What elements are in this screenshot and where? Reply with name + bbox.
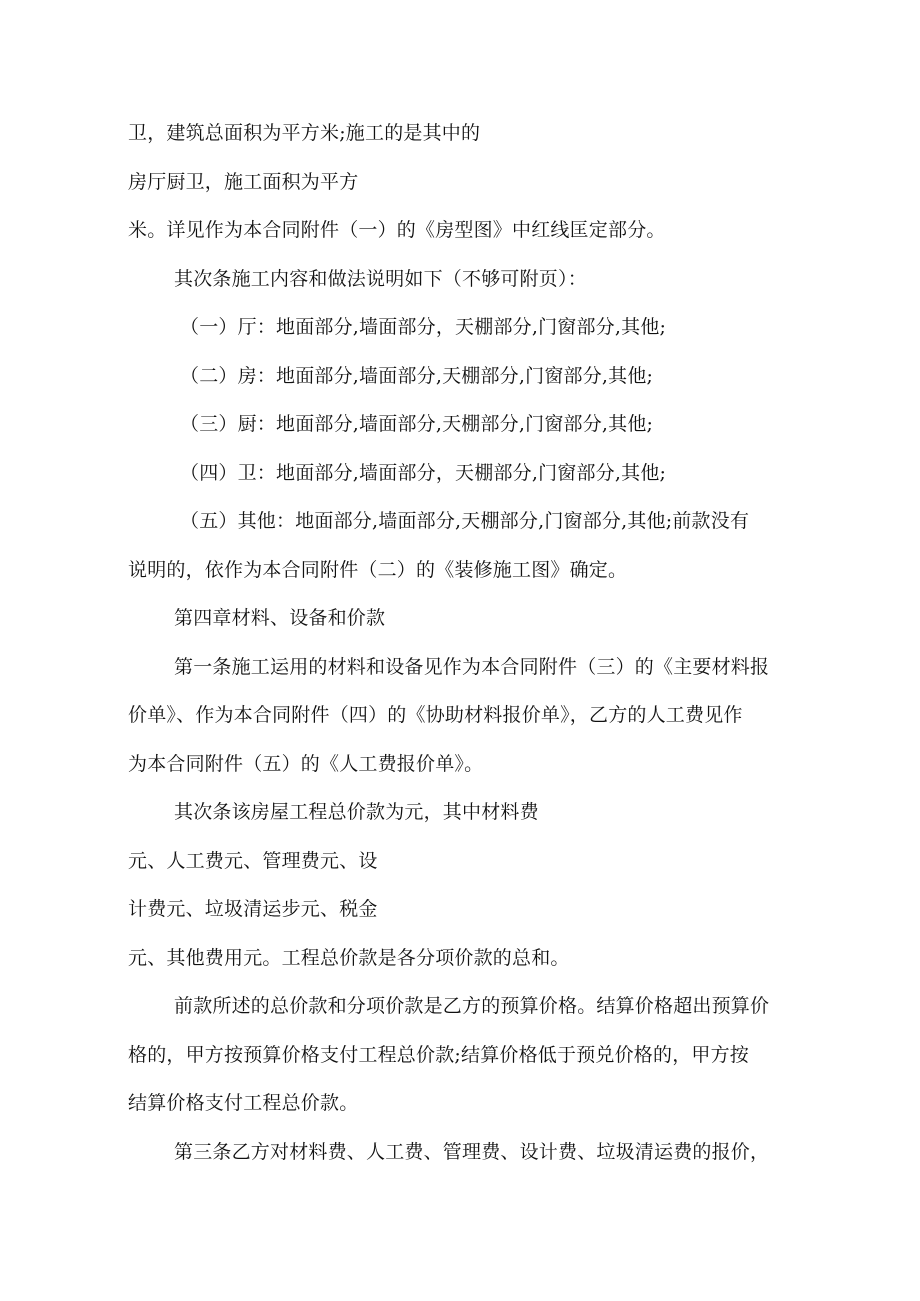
body-line-1: 卫，建筑总面积为平方米;施工的是其中的 xyxy=(128,122,481,144)
article-2-price-line-2: 元、人工费元、管理费元、设 xyxy=(128,850,378,872)
budget-paragraph-line-2: 格的，甲方按预算价格支付工程总价款;结算价格低于预兑价格的，甲方按 xyxy=(128,1044,750,1066)
budget-paragraph-line-3: 结算价格支付工程总价款。 xyxy=(128,1092,359,1114)
item-room: （二）房：地面部分,墙面部分,天棚部分,门窗部分,其他; xyxy=(180,365,654,387)
article-2-price-line-1: 其次条该房屋工程总价款为元，其中材料费 xyxy=(174,801,539,823)
article-2-price-line-4: 元、其他费用元。工程总价款是各分项价款的总和。 xyxy=(128,947,570,969)
body-line-3: 米。详见作为本合同附件（一）的《房型图》中红线匡定部分。 xyxy=(128,219,666,241)
item-hall: （一）厅：地面部分,墙面部分，天棚部分,门窗部分,其他; xyxy=(180,316,667,338)
item-other-continued: 说明的，依作为本合同附件（二）的《装修施工图》确定。 xyxy=(128,559,628,581)
item-bathroom: （四）卫：地面部分,墙面部分，天棚部分,门窗部分,其他; xyxy=(180,462,667,484)
article-2-heading: 其次条施工内容和做法说明如下（不够可附页）： xyxy=(174,268,587,290)
chapter-4-heading: 第四章材料、设备和价款 xyxy=(174,607,386,629)
item-other: （五）其他：地面部分,墙面部分,天棚部分,门窗部分,其他;前款没有 xyxy=(180,510,750,532)
article-1-line-2: 价单》、作为本合同附件（四）的《协助材料报价单》，乙方的人工费见作 xyxy=(128,704,743,726)
article-3-line-1: 第三条乙方对材料费、人工费、管理费、设计费、垃圾清运费的报价， xyxy=(174,1141,770,1163)
article-1-line-1: 第一条施工运用的材料和设备见作为本合同附件（三）的《主要材料报 xyxy=(174,656,770,678)
article-2-price-line-3: 计费元、垃圾清运步元、税金 xyxy=(128,898,378,920)
item-kitchen: （三）厨：地面部分,墙面部分,天棚部分,门窗部分,其他; xyxy=(180,413,654,435)
budget-paragraph-line-1: 前款所述的总价款和分项价款是乙方的预算价格。结算价格超出预算价 xyxy=(174,995,770,1017)
article-1-line-3: 为本合同附件（五）的《人工费报价单》。 xyxy=(128,753,484,775)
body-line-2: 房厅厨卫，施工面积为平方 xyxy=(128,171,359,193)
